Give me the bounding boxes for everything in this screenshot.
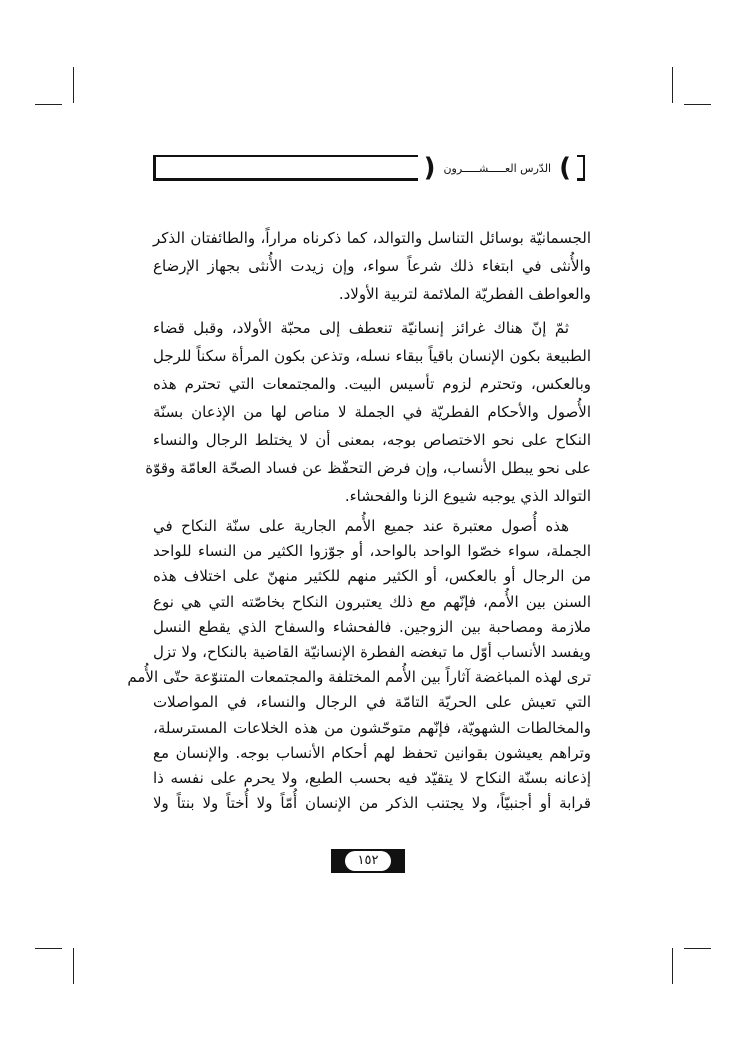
page-number: ١٥٢ (345, 851, 391, 871)
text-line: على نحو يبطل الأنساب، وإن فرض التحفّظ عن فساد الصحّة العامّة وقوّة (145, 459, 591, 477)
text-line: التي تعيش على الحريّة التامّة في الرجال والنساء، في المواصلات (153, 693, 591, 711)
bracket-right-icon: ( (559, 153, 571, 183)
text-line: وتراهم يعيشون بقوانين تحفظ لهم أحكام الأنساب بوجه. والإنسان مع (153, 744, 591, 762)
crop-mark (35, 948, 62, 949)
crop-mark (684, 948, 711, 949)
text-line: السنن بين الأُمم، فإنّهم مع ذلك يعتبرون النكاح بخاصّته التي هي نوع (153, 593, 591, 611)
text-line: الطبيعة بكون الإنسان باقياً ببقاء نسله، وتذعن بكون المرأة سكناً للرجل (153, 347, 591, 365)
page-number-box (331, 849, 405, 873)
chapter-title: الدّرس العـــــشـــــرون (443, 161, 552, 175)
text-line: ثمّ إنّ هناك غرائز إنسانيّة تنعطف إلى محبّة الأولاد، وقبل قضاء (153, 319, 569, 337)
text-line: إذعانه بسنّة النكاح لا يتقيّد فيه بحسب الطبع، ولا يحرم على نفسه ذا (153, 769, 591, 787)
text-line: من الرجال أو بالعكس، أو الكثير منهم للكثير منهنّ على اختلاف هذه (153, 567, 591, 585)
bracket-left-icon: ) (423, 153, 436, 183)
crop-mark (672, 948, 673, 984)
text-line: الأُصول والأحكام الفطريّة في الجملة لا مناص لها من الإذعان بسنّة (153, 403, 591, 421)
crop-mark (684, 104, 711, 105)
text-line: ويفسد الأنساب أوّل ما تبغضه الفطرة الإنسانيّة القاضية بالنكاح، ولا تزل (153, 643, 591, 661)
text-line: والمخالطات الشهويّة، فإنّهم متوحّشون من هذه الخلاعات المسترسلة، (153, 719, 591, 737)
running-header (153, 155, 585, 181)
text-line: هذه أُصول معتبرة عند جميع الأُمم الجارية على سنّة النكاح في (153, 517, 569, 535)
header-label (418, 151, 577, 185)
text-line: وبالعكس، وتحترم لزوم تأسيس البيت. والمجتمعات التي تحترم هذه (153, 375, 591, 393)
text-line: ملازمة ومصاحبة بين الزوجين. فالفحشاء والسفاح الذي يقطع النسل (153, 618, 591, 636)
crop-mark (73, 67, 74, 103)
text-line: والأُنثى في ابتغاء ذلك شرعاً سواء، وإن زيدت الأُنثى بجهاز الإرضاع (153, 257, 591, 275)
text-line: والعواطف الفطريّة الملائمة لتربية الأولاد. (338, 285, 591, 303)
crop-mark (73, 948, 74, 984)
crop-mark (35, 104, 62, 105)
text-line: التوالد الذي يوجبه شيوع الزنا والفحشاء. (344, 487, 591, 505)
crop-mark (672, 67, 673, 103)
text-line: الجملة، سواء خصّوا الواحد بالواحد، أو جوّزوا الكثير من النساء للواحد (153, 542, 591, 560)
text-line: ترى لهذه المباغضة آثاراً بين الأُمم المختلفة والمجتمعات المتنوّعة حتّى الأُمم (127, 668, 591, 686)
text-line: النكاح على نحو الاختصاص بوجه، بمعنى أن لا يختلط الرجال والنساء (153, 431, 591, 449)
text-line: قرابة أو أجنبيّاً، ولا يجتنب الذكر من الإنسان أُمّاً ولا أُختاً ولا بنتاً ولا (153, 794, 591, 812)
text-line: الجسمانيّة بوسائل التناسل والتوالد، كما ذكرناه مراراً، والطائفتان الذكر (153, 229, 591, 247)
